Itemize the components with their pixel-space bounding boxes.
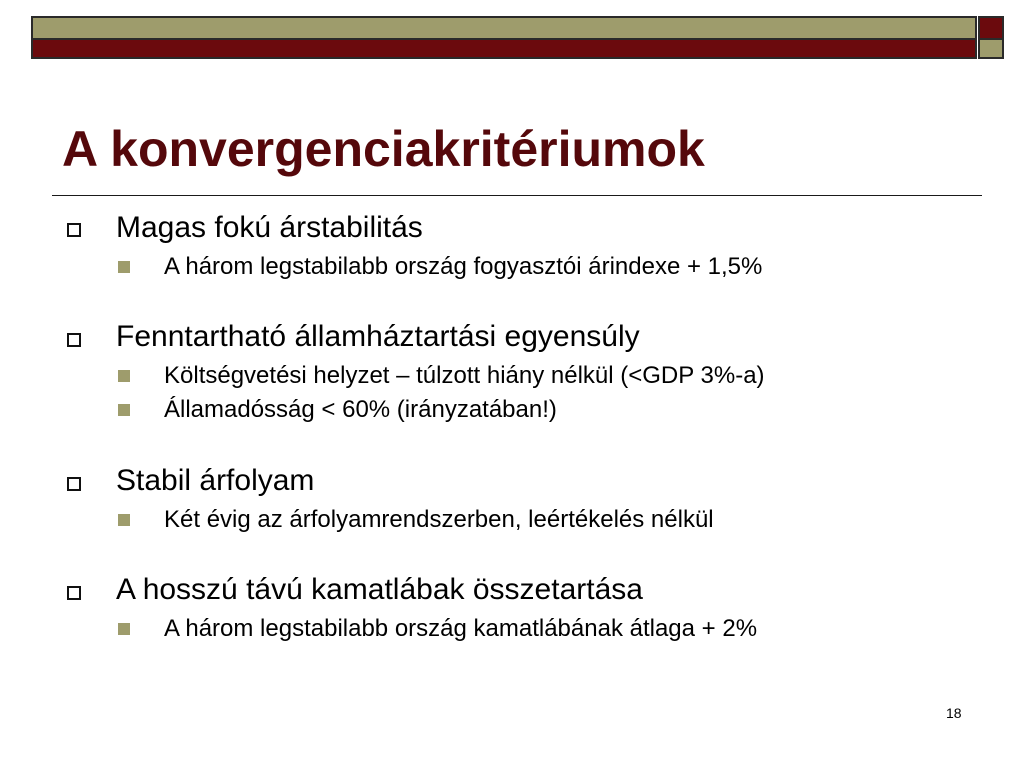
- slide-title: A konvergenciakritériumok: [62, 121, 705, 177]
- square-bullet-icon: [118, 370, 130, 382]
- square-bullet-icon: [118, 404, 130, 416]
- title-divider: [52, 195, 982, 196]
- hollow-square-bullet-icon: [67, 477, 81, 491]
- section-heading: Stabil árfolyam: [116, 464, 315, 497]
- square-bullet-icon: [118, 261, 130, 273]
- square-bullet-icon: [118, 623, 130, 635]
- section-heading: Magas fokú árstabilitás: [116, 211, 423, 244]
- header-bar-maroon: [31, 40, 977, 59]
- section-item: A három legstabilabb ország fogyasztói árindexe + 1,5%: [164, 253, 763, 280]
- section-item: A három legstabilabb ország kamatlábának átlaga + 2%: [164, 615, 758, 642]
- section-item: Két évig az árfolyamrendszerben, leértékelés nélkül: [164, 506, 714, 533]
- header-bar-olive: [31, 16, 977, 40]
- section-item: Költségvetési helyzet – túlzott hiány nélkül (<GDP 3%-a): [164, 362, 765, 389]
- hollow-square-bullet-icon: [67, 223, 81, 237]
- section-heading: A hosszú távú kamatlábak összetartása: [116, 573, 643, 606]
- section-item: Államadósság < 60% (irányzatában!): [164, 396, 557, 423]
- square-bullet-icon: [118, 514, 130, 526]
- page-number: 18: [946, 705, 962, 721]
- header-square-olive: [978, 40, 1004, 59]
- hollow-square-bullet-icon: [67, 333, 81, 347]
- hollow-square-bullet-icon: [67, 586, 81, 600]
- header-square-maroon: [978, 16, 1004, 40]
- header-decoration: [31, 16, 1004, 59]
- section-heading: Fenntartható államháztartási egyensúly: [116, 320, 640, 353]
